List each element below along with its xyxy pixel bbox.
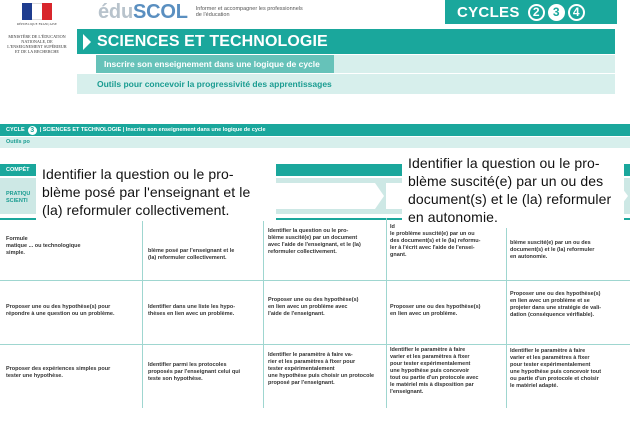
page-title-bar	[77, 29, 615, 54]
doc-cycle-number: 3	[28, 126, 37, 135]
page-title: SCIENCES ET TECHNOLOGIE	[97, 32, 328, 50]
table-cell: Formule matique ... ou technologique simple.	[6, 236, 81, 256]
column-divider	[263, 218, 264, 408]
callout-right: Identifier la question ou le pro- blème suscité(e) par un ou des document(s) et le (la) reformuler en autonomie.	[402, 152, 624, 228]
column-divider	[386, 218, 387, 408]
ministry-name: MINISTÈRE DE L'ÉDUCATION NATIONALE, DE L'ENSEIGNEMENT SUPÉRIEUR ET DE LA RECHERCHE	[7, 34, 67, 54]
column-divider	[142, 218, 143, 408]
progression-arrow	[272, 183, 384, 209]
eduscol-logo[interactable]	[98, 0, 306, 24]
competence-header: COMPÉT	[0, 164, 630, 176]
section-title: Outils pour concevoir la progressivité des apprentissages	[77, 74, 615, 94]
eduscol-banner	[0, 0, 630, 96]
cycles-label: CYCLES	[457, 3, 520, 21]
table-cell: Identifier le paramètre à faire varier et les paramètres à fixer pour tester expérimentalement une hypothèse puis concevoir tout ou partie d'un protocole et choisir le matériel adapté.	[510, 348, 602, 389]
table-cell: Proposer des expériences simples pour tester une hypothèse.	[6, 366, 111, 379]
table-cell: blème suscité(e) par un ou des document(s) et le (la) reformuler en autonomie.	[510, 240, 595, 260]
chevron-right-icon	[83, 34, 91, 50]
eduscol-tagline: Informer et accompagner les professionnels de l'éducation	[195, 5, 303, 18]
table-cell: Identifier le paramètre à faire varier et les paramètres à fixer pour tester expérimentalement une hypothèse puis concevoir tout ou partie d'un protocole avec le matériel mis à disposition par l'enseignant.	[390, 347, 479, 395]
doc-header-text: | SCIENCES ET TECHNOLOGIE | Inscrire son enseignement dans une logique de cycle	[39, 127, 266, 133]
table-cell: Id le problème suscité(e) par un ou des document(s) et le (la) reformu- ler à l'écrit avec l'aide de l'ensei- gnant.	[390, 224, 481, 258]
table-cell: Identifier dans une liste les hypo- thèses en lien avec un problème.	[148, 304, 236, 317]
row-divider	[0, 344, 630, 345]
cycle-2-button[interactable]: 2	[528, 4, 545, 21]
table-cell: Proposer une ou des hypothèse(s) en lien avec un problème et se projeter dans une stratégie de vali- dation (conséquence vérifiable).	[510, 291, 602, 318]
cycle-4-button[interactable]: 4	[568, 4, 585, 21]
practice-label: PRATIQU SCIENTI	[6, 191, 31, 204]
subtitle-bar-fill	[334, 55, 615, 73]
table-cell: Identifier la question ou le pro- blème suscité(e) par un document avec l'aide de l'enseignant, et le (la) reformuler collectivement.	[268, 228, 361, 255]
table-cell: Proposer une ou des hypothèse(s) en lien avec un problème avec l'aide de l'enseignant.	[268, 297, 359, 317]
column-divider	[506, 218, 507, 408]
table-cell: Identifier parmi les protocoles proposés par l'enseignant celui qui teste son hypothèse.	[148, 362, 241, 382]
cycle-3-button[interactable]: 3	[548, 4, 565, 21]
republic-label: RÉPUBLIQUE FRANÇAISE	[16, 22, 58, 26]
table-cell: Proposer une ou des hypothèse(s) pour répondre à une question ou un problème.	[6, 304, 115, 317]
french-flag-icon	[22, 3, 52, 20]
cycles-selector	[445, 0, 617, 24]
doc-cycle-label: CYCLE	[6, 127, 25, 133]
page-subtitle: Inscrire son enseignement dans une logique de cycle	[96, 55, 334, 73]
doc-section-label: Outils po	[0, 137, 630, 148]
table-cell: Identifier le paramètre à faire va- rier et les paramètres à fixer pour tester expérimentalement une hypothèse puis choisir un protocole proposé par l'enseignant.	[268, 352, 375, 386]
document-header	[0, 124, 630, 136]
eduscol-wordmark: éduSCOL	[98, 0, 188, 23]
callout-left: Identifier la question ou le pro- blème posé par l'enseignant et le (la) reformuler collectivement.	[36, 163, 276, 221]
table-cell: blème posé par l'enseignant et le (la) reformuler collectivement.	[148, 248, 235, 261]
row-divider	[0, 280, 630, 281]
table-cell: Proposer une ou des hypothèse(s) en lien avec un problème.	[390, 304, 481, 317]
ministry-logo	[6, 0, 68, 96]
